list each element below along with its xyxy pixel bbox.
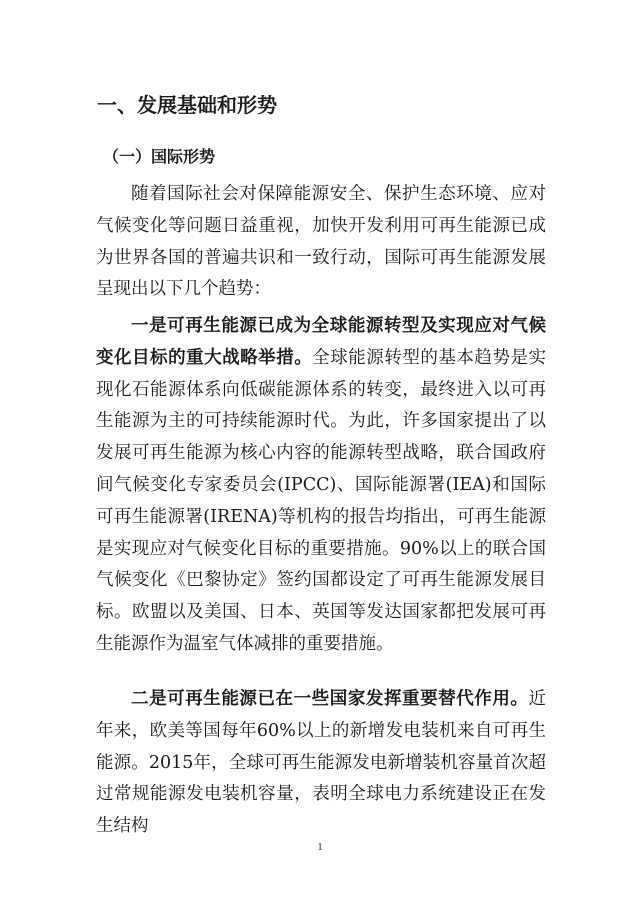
paragraph-intro-text: 随着国际社会对保障能源安全、保护生态环境、应对气候变化等问题日益重视，加快开发利用可再生能源已成为世界各国的普遍共识和一致行动，国际可再生能源发展呈现出以下几个趋势： [96, 184, 546, 300]
paragraph-intro [96, 179, 546, 306]
paragraph-trend-one-text: 全球能源转型的基本趋势是实现化石能源体系向低碳能源体系的转变，最终进入以可再生能源为主的可持续能源时代。为此，许多国家提出了以发展可再生能源为核心内容的能源转型战略，联合国政府间气候变化专家委员会(IPCC)、国际能源署(IEA)和国际可再生能源署(IRENA)等机构的报告均指出，可再生能源是实现应对气候变化目标的重要措施。90%以上的联合国气候变化《巴黎协定》签约国都设定了可再生能源发展目标。欧盟以及美国、日本、英国等发达国家都把发展可再生能源作为温室气体减排的重要措施。 [96, 347, 546, 654]
section-heading: 一、发展基础和形势 [97, 93, 277, 117]
paragraph-trend-two-text: 近年来，欧美等国每年60%以上的新增发电装机来自可再生能源。2015年，全球可再生能源发电新增装机容量首次超过常规能源发电装机容量，表明全球电力系统建设正在发生结构 [96, 689, 546, 837]
subsection-heading: （一）国际形势 [103, 147, 216, 166]
paragraph-trend-one [96, 311, 546, 661]
page-number: 1 [317, 842, 323, 853]
paragraph-trend-two [96, 684, 546, 843]
paragraph-trend-one-lead: 一是可再生能源已成为全球能源转型及实现应对气候变化目标的重大战略举措。 [96, 316, 546, 368]
paragraph-trend-two-lead: 二是可再生能源已在一些国家发挥重要替代作用。 [131, 689, 529, 709]
